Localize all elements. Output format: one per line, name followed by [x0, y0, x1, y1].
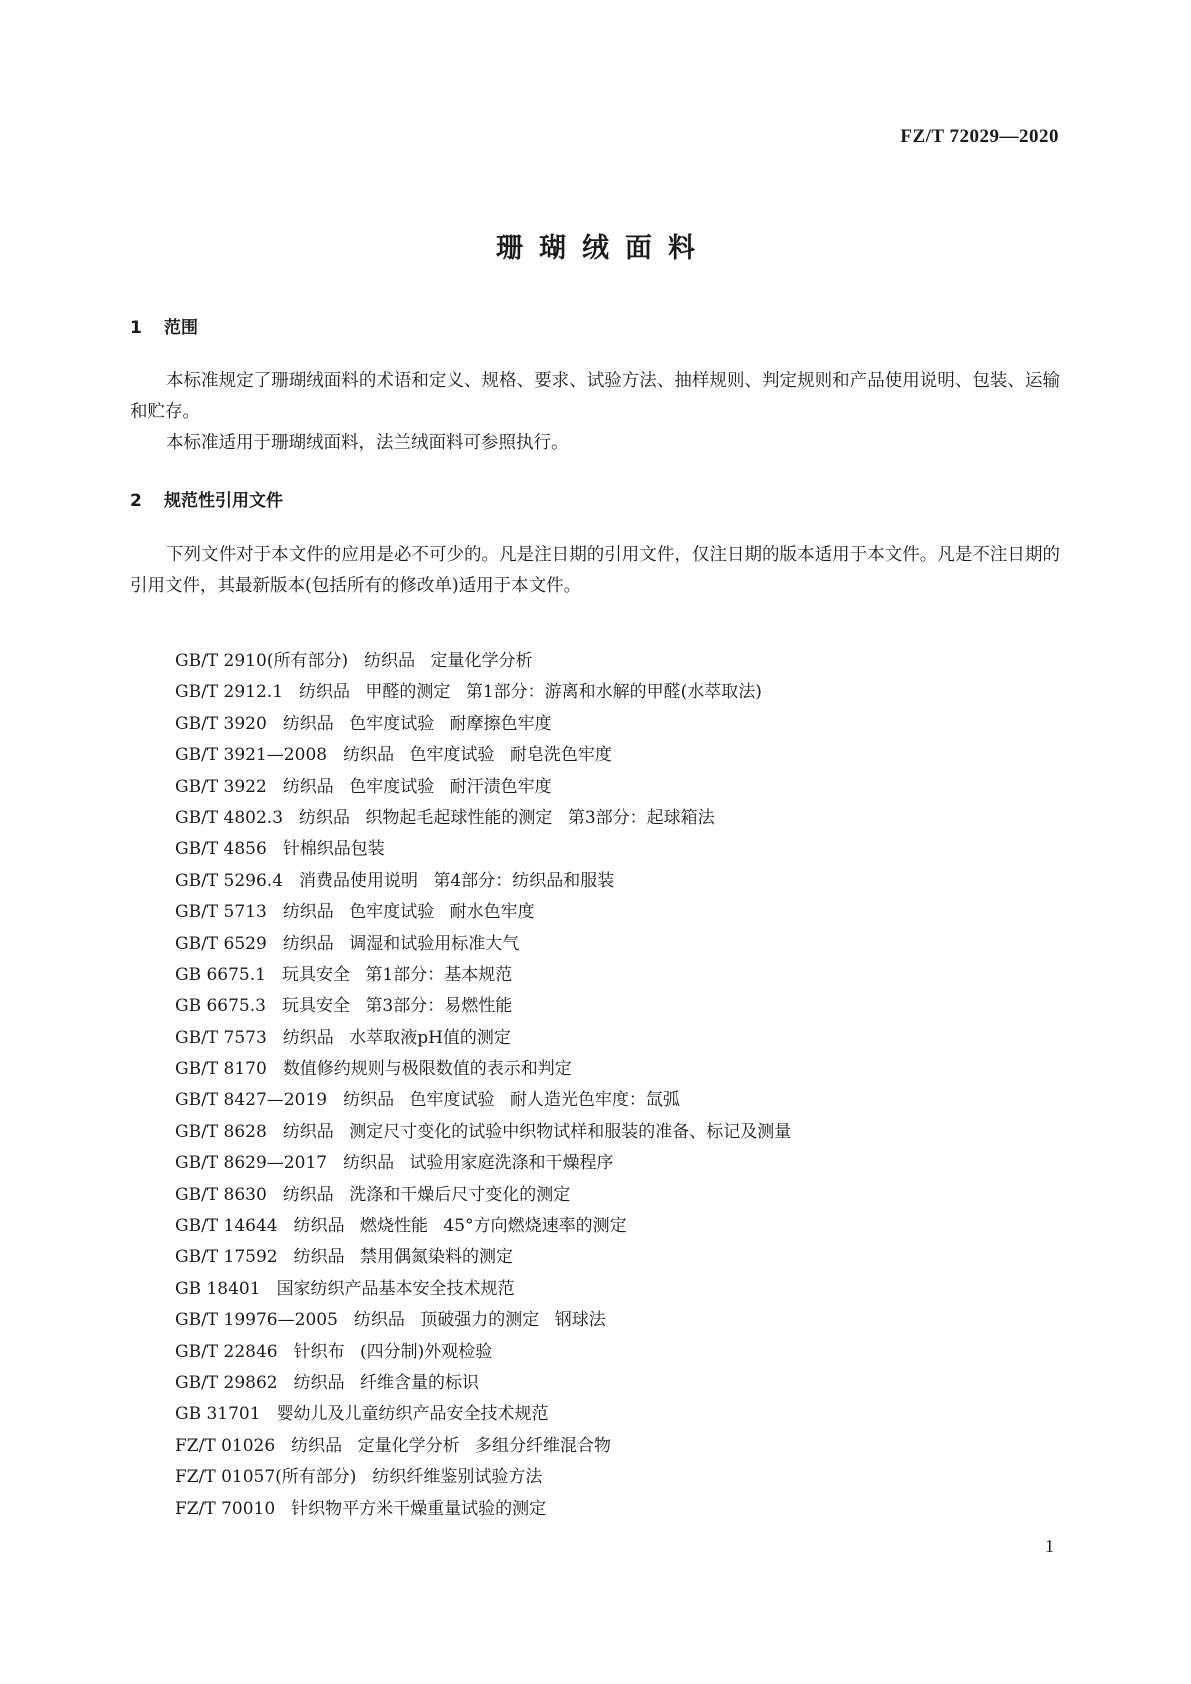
- reference-code: GB/T 5296.4: [175, 870, 284, 891]
- reference-item: [175, 772, 791, 803]
- reference-item: [175, 1054, 791, 1085]
- reference-code: GB 18401: [175, 1278, 261, 1299]
- reference-title: 纺织品 色牢度试验 耐人造光色牢度：氙弧: [343, 1090, 680, 1111]
- reference-item: [175, 834, 791, 865]
- reference-code: GB/T 4802.3: [175, 807, 284, 828]
- reference-code: GB/T 14644: [175, 1216, 278, 1237]
- standard-number: FZ/T 72029—2020: [900, 126, 1059, 147]
- reference-item: [175, 1117, 791, 1148]
- reference-code: GB/T 5713: [175, 902, 267, 923]
- reference-code: GB/T 19976—2005: [175, 1310, 338, 1331]
- document-title: 珊瑚绒面料: [496, 233, 711, 264]
- reference-item: [175, 646, 791, 677]
- reference-code: GB 6675.1: [175, 964, 266, 985]
- reference-code: GB/T 8628: [175, 1121, 267, 1142]
- reference-title: 玩具安全 第3部分：易燃性能: [281, 996, 513, 1017]
- section-title: 范围: [164, 318, 198, 338]
- reference-item: [175, 960, 791, 991]
- reference-item: [175, 1023, 791, 1054]
- reference-item: [175, 1148, 791, 1179]
- reference-item: [175, 1180, 791, 1211]
- scope-applicability-paragraph: 本标准适用于珊瑚绒面料，法兰绒面料可参照执行。: [166, 433, 569, 453]
- reference-code: GB/T 7573: [175, 1027, 267, 1048]
- reference-code: GB/T 2910(所有部分): [175, 651, 349, 671]
- reference-item: [175, 803, 791, 834]
- references-intro-paragraph: 下列文件对于本文件的应用是必不可少的。凡是注日期的引用文件，仅注日期的版本适用于本文件。凡是不注日期的引用文件，其最新版本(包括所有的修改单)适用于本文件。: [130, 545, 1060, 596]
- reference-code: GB/T 3922: [175, 776, 267, 797]
- section-heading-normative-references: [130, 486, 283, 511]
- reference-title: 针织物平方米干燥重量试验的测定: [291, 1498, 547, 1519]
- reference-title: 纺织品 试验用家庭洗涤和干燥程序: [343, 1153, 614, 1174]
- reference-code: GB/T 8629—2017: [175, 1153, 328, 1174]
- reference-code: GB 31701: [175, 1404, 261, 1425]
- reference-item: [175, 677, 791, 708]
- reference-code: GB/T 8427—2019: [175, 1090, 328, 1111]
- reference-title: 纺织纤维鉴别试验方法: [372, 1467, 543, 1488]
- reference-title: 纺织品 燃烧性能 45°方向燃烧速率的测定: [293, 1216, 627, 1237]
- reference-code: FZ/T 01026: [175, 1435, 276, 1456]
- reference-list: [175, 646, 791, 1525]
- section-number: 2: [130, 491, 142, 511]
- reference-item: [175, 929, 791, 960]
- section-title: 规范性引用文件: [164, 491, 283, 511]
- reference-title: 婴幼儿及儿童纺织产品安全技术规范: [276, 1404, 549, 1425]
- reference-code: GB/T 6529: [175, 933, 267, 954]
- section-number: 1: [130, 318, 142, 338]
- reference-code: GB/T 8170: [175, 1059, 267, 1080]
- reference-item: [175, 991, 791, 1022]
- reference-title: 纺织品 水萃取液pH值的测定: [282, 1027, 511, 1048]
- reference-title: 纺织品 色牢度试验 耐水色牢度: [282, 902, 535, 923]
- reference-code: FZ/T 01057(所有部分): [175, 1467, 357, 1488]
- reference-title: 纺织品 色牢度试验 耐摩擦色牢度: [282, 713, 552, 734]
- reference-title: 纺织品 洗涤和干燥后尺寸变化的测定: [282, 1184, 571, 1205]
- reference-title: 玩具安全 第1部分：基本规范: [281, 964, 513, 985]
- reference-item: [175, 1494, 791, 1525]
- reference-item: [175, 1431, 791, 1462]
- reference-code: GB 6675.3: [175, 996, 266, 1017]
- reference-code: GB/T 4856: [175, 839, 267, 860]
- reference-item: [175, 1242, 791, 1273]
- reference-item: [175, 1368, 791, 1399]
- reference-title: 纺织品 纤维含量的标识: [293, 1372, 480, 1393]
- reference-title: 针织布 (四分制)外观检验: [293, 1341, 493, 1362]
- reference-item: [175, 1211, 791, 1242]
- reference-title: 纺织品 定量化学分析 多组分纤维混合物: [291, 1435, 611, 1456]
- reference-item: [175, 866, 791, 897]
- reference-title: 数值修约规则与极限数值的表示和判定: [282, 1059, 572, 1080]
- reference-code: GB/T 29862: [175, 1372, 278, 1393]
- reference-title: 纺织品 色牢度试验 耐汗渍色牢度: [282, 776, 552, 797]
- reference-item: [175, 897, 791, 928]
- reference-code: GB/T 17592: [175, 1247, 278, 1268]
- reference-item: [175, 1085, 791, 1116]
- scope-paragraph: 本标准规定了珊瑚绒面料的术语和定义、规格、要求、试验方法、抽样规则、判定规则和产品使用说明、包装、运输和贮存。: [130, 371, 1060, 422]
- reference-item: [175, 1337, 791, 1368]
- reference-title: 纺织品 测定尺寸变化的试验中织物试样和服装的准备、标记及测量: [282, 1121, 792, 1142]
- reference-title: 纺织品 织物起毛起球性能的测定 第3部分：起球箱法: [299, 807, 715, 828]
- reference-item: [175, 740, 791, 771]
- reference-item: [175, 709, 791, 740]
- reference-code: GB/T 8630: [175, 1184, 267, 1205]
- reference-code: GB/T 2912.1: [175, 682, 284, 703]
- reference-code: FZ/T 70010: [175, 1498, 276, 1519]
- reference-title: 国家纺织产品基本安全技术规范: [276, 1278, 515, 1299]
- section-heading-scope: [130, 313, 198, 338]
- reference-item: [175, 1305, 791, 1336]
- reference-title: 纺织品 禁用偶氮染料的测定: [293, 1247, 514, 1268]
- reference-code: GB/T 3920: [175, 713, 267, 734]
- reference-title: 纺织品 甲醛的测定 第1部分：游离和水解的甲醛(水萃取法): [299, 682, 762, 703]
- reference-item: [175, 1399, 791, 1430]
- reference-code: GB/T 3921—2008: [175, 745, 328, 766]
- page-number: 1: [1045, 1536, 1054, 1556]
- reference-code: GB/T 22846: [175, 1341, 278, 1362]
- reference-item: [175, 1274, 791, 1305]
- reference-item: [175, 1462, 791, 1493]
- reference-title: 消费品使用说明 第4部分：纺织品和服装: [299, 870, 615, 891]
- reference-title: 针棉织品包装: [282, 839, 385, 860]
- reference-title: 纺织品 调湿和试验用标准大气: [282, 933, 520, 954]
- reference-title: 纺织品 顶破强力的测定 钢球法: [353, 1310, 606, 1331]
- reference-title: 纺织品 色牢度试验 耐皂洗色牢度: [343, 745, 612, 766]
- reference-title: 纺织品 定量化学分析: [364, 651, 533, 671]
